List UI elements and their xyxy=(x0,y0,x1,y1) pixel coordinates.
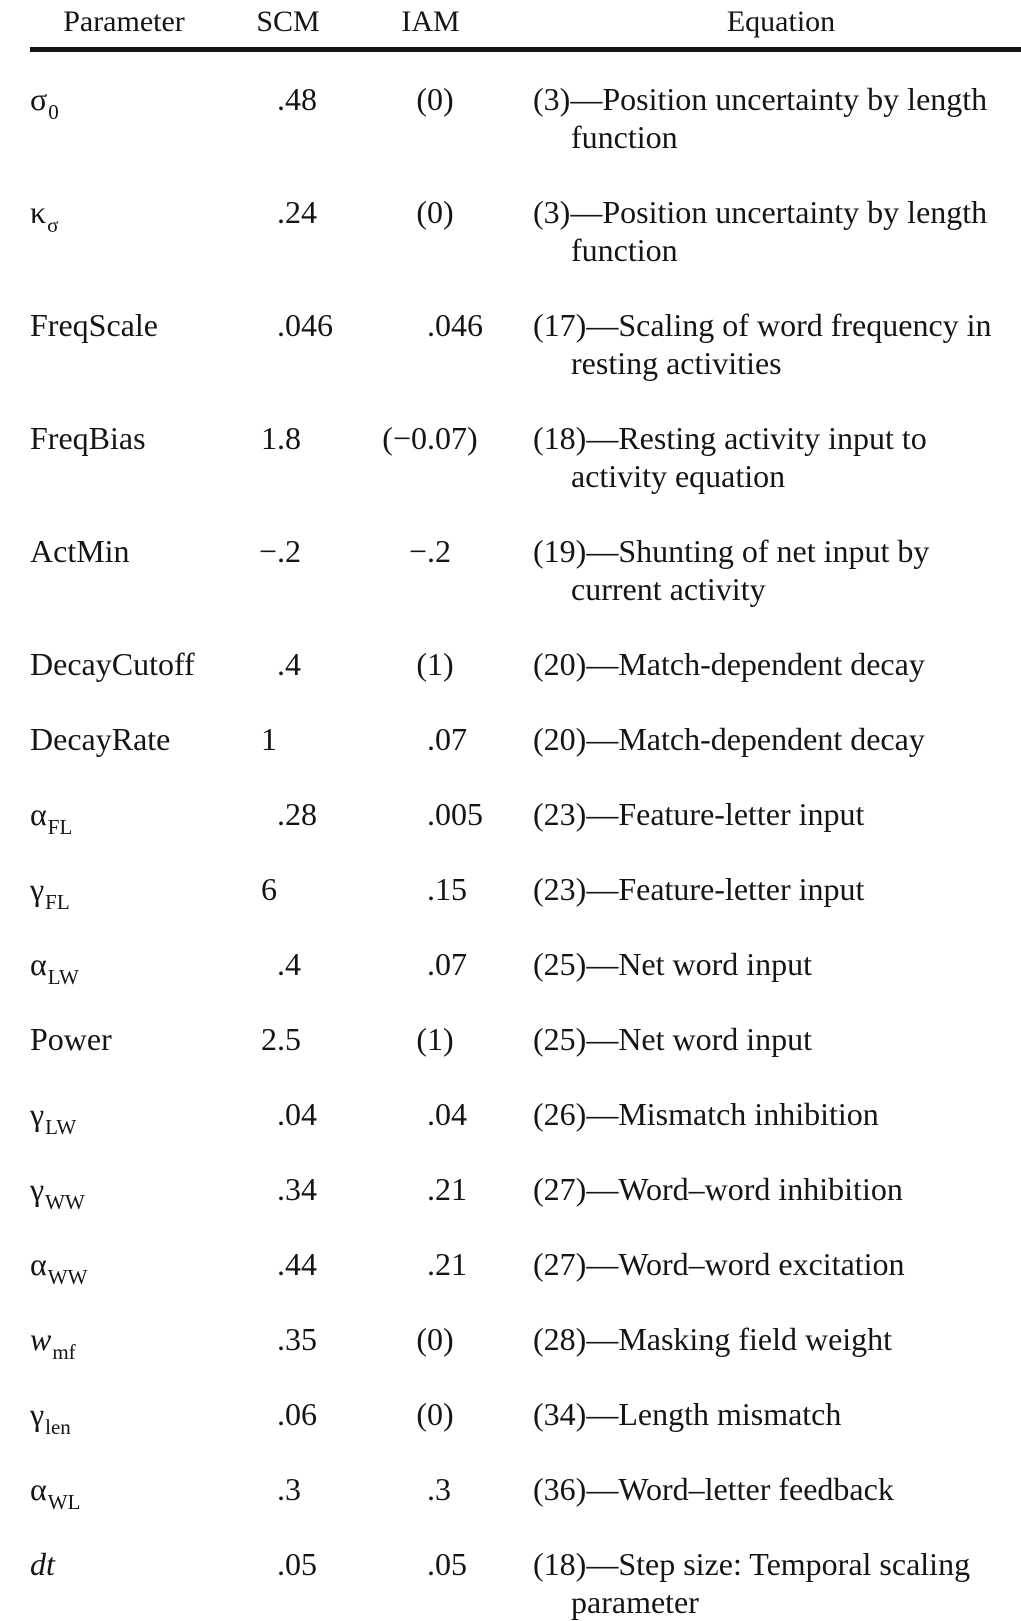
equation-line: parameter xyxy=(571,1584,699,1620)
parameter-symbol: DecayRate xyxy=(30,721,171,757)
parameter-cell xyxy=(30,1395,180,1439)
scm-value-frac: .44 xyxy=(277,1246,317,1282)
iam-value-frac: 0) xyxy=(427,81,454,117)
table-row xyxy=(0,1320,1021,1364)
header-rule xyxy=(30,47,1021,52)
parameter-cell xyxy=(30,1320,180,1364)
column-header-equation: Equation xyxy=(726,5,836,38)
parameter-subscript: WW xyxy=(45,1190,85,1214)
table-row xyxy=(0,720,1021,758)
equation-cell xyxy=(533,419,1021,495)
equation-line: (28)—Masking field weight xyxy=(533,1321,893,1357)
scm-value-frac: .05 xyxy=(277,1546,317,1582)
equation-line: function xyxy=(571,232,678,268)
table-row xyxy=(0,1395,1021,1439)
parameter-subscript: FL xyxy=(47,815,73,839)
equation-line: (26)—Mismatch inhibition xyxy=(533,1096,879,1132)
equation-line: (23)—Feature-letter input xyxy=(533,871,865,907)
parameter-symbol: γ xyxy=(30,1396,45,1432)
iam-value-int: ( xyxy=(416,1321,427,1357)
parameter-cell xyxy=(30,870,180,914)
parameter-cell xyxy=(30,945,180,989)
equation-line: (25)—Net word input xyxy=(533,1021,813,1057)
iam-value-frac: .07 xyxy=(427,721,467,757)
iam-value-frac: .07) xyxy=(427,420,478,456)
scm-value-frac: .4 xyxy=(277,646,301,682)
equation-cell xyxy=(533,1395,1021,1433)
equation-line: (36)—Word–letter feedback xyxy=(533,1471,894,1507)
equation-cell xyxy=(533,1320,1021,1358)
scm-value-frac: .046 xyxy=(277,307,333,343)
equation-cell xyxy=(533,1245,1021,1283)
iam-value-frac: 0) xyxy=(427,194,454,230)
iam-value-frac: .15 xyxy=(427,871,467,907)
iam-value-frac: 1) xyxy=(427,646,454,682)
iam-value-frac: 0) xyxy=(427,1321,454,1357)
parameter-cell xyxy=(30,419,180,457)
parameter-subscript: LW xyxy=(45,1115,77,1139)
parameter-subscript: len xyxy=(45,1415,71,1439)
iam-value-frac: .21 xyxy=(427,1171,467,1207)
table-row xyxy=(0,1170,1021,1214)
parameter-symbol: α xyxy=(30,946,47,982)
parameter-symbol: γ xyxy=(30,1171,45,1207)
parameter-symbol: ActMin xyxy=(30,533,130,569)
scm-value-frac: .24 xyxy=(277,194,317,230)
parameter-symbol: γ xyxy=(30,871,45,907)
parameter-symbol: FreqBias xyxy=(30,420,146,456)
equation-cell xyxy=(533,306,1021,382)
parameter-cell xyxy=(30,1170,180,1214)
parameter-symbol: FreqScale xyxy=(30,307,158,343)
column-header-parameter: Parameter xyxy=(63,5,185,38)
iam-value-frac: 1) xyxy=(427,1021,454,1057)
parameter-symbol: σ xyxy=(30,81,48,117)
column-header-iam: IAM xyxy=(401,5,460,38)
equation-cell xyxy=(533,795,1021,833)
table-row xyxy=(0,419,1021,495)
equation-cell xyxy=(533,1020,1021,1058)
parameter-cell xyxy=(30,1245,180,1289)
parameter-subscript: 0 xyxy=(48,100,59,124)
iam-value-frac: .05 xyxy=(427,1546,467,1582)
parameter-symbol: Power xyxy=(30,1021,112,1057)
equation-line: (18)—Step size: Temporal scaling xyxy=(533,1546,971,1582)
parameter-symbol: κ xyxy=(30,194,47,230)
parameter-cell xyxy=(30,1020,180,1058)
equation-cell xyxy=(533,870,1021,908)
equation-line: (18)—Resting activity input to xyxy=(533,420,927,456)
equation-line: (25)—Net word input xyxy=(533,946,813,982)
table-row xyxy=(0,1545,1021,1621)
iam-value-frac: .005 xyxy=(427,796,483,832)
scm-value-frac: .28 xyxy=(277,796,317,832)
parameter-symbol: α xyxy=(30,1471,47,1507)
table-row xyxy=(0,795,1021,839)
parameter-cell xyxy=(30,532,180,570)
scm-value-frac: .48 xyxy=(277,81,317,117)
equation-line: (3)—Position uncertainty by length xyxy=(533,194,988,230)
parameter-subscript: WL xyxy=(47,1490,81,1514)
equation-line: activity equation xyxy=(571,458,786,494)
parameter-symbol: w xyxy=(30,1321,52,1357)
scm-value-frac: .06 xyxy=(277,1396,317,1432)
table-row xyxy=(0,80,1021,156)
equation-line: (27)—Word–word excitation xyxy=(533,1246,905,1282)
table-row xyxy=(0,306,1021,382)
scm-value-int: 2 xyxy=(261,1021,277,1057)
equation-line: current activity xyxy=(571,571,766,607)
scm-value-int: − xyxy=(258,533,277,569)
equation-cell xyxy=(533,1095,1021,1133)
parameter-cell xyxy=(30,1470,180,1514)
equation-line: resting activities xyxy=(571,345,782,381)
equation-cell xyxy=(533,80,1021,156)
equation-line: (17)—Scaling of word frequency in xyxy=(533,307,992,343)
equation-cell xyxy=(533,1170,1021,1208)
parameter-cell xyxy=(30,645,195,683)
iam-value-frac: 0) xyxy=(427,1396,454,1432)
equation-line: (27)—Word–word inhibition xyxy=(533,1171,903,1207)
parameter-symbol: α xyxy=(30,1246,47,1282)
table-header-row xyxy=(0,4,1021,40)
scm-value-frac: .4 xyxy=(277,946,301,982)
scm-value-frac: .35 xyxy=(277,1321,317,1357)
parameter-cell xyxy=(30,720,180,758)
iam-value-int: − xyxy=(408,533,427,569)
iam-value-frac: .07 xyxy=(427,946,467,982)
scm-value-int: 1 xyxy=(261,420,277,456)
equation-cell xyxy=(533,193,1021,269)
parameter-symbol: DecayCutoff xyxy=(30,646,195,682)
equation-cell xyxy=(533,945,1021,983)
table-row xyxy=(0,1245,1021,1289)
scm-value-frac: .5 xyxy=(277,1021,301,1057)
parameter-cell xyxy=(30,80,180,124)
parameter-subscript: LW xyxy=(47,965,79,989)
table-row xyxy=(0,945,1021,989)
table-row xyxy=(0,1095,1021,1139)
equation-line: (3)—Position uncertainty by length xyxy=(533,81,988,117)
parameter-cell xyxy=(30,306,180,344)
equation-line: function xyxy=(571,119,678,155)
iam-value-frac: .046 xyxy=(427,307,483,343)
iam-value-frac: .04 xyxy=(427,1096,467,1132)
parameter-symbol: γ xyxy=(30,1096,45,1132)
iam-value-int: ( xyxy=(416,646,427,682)
table-row xyxy=(0,1470,1021,1514)
scm-value-frac: .34 xyxy=(277,1171,317,1207)
table-body xyxy=(0,80,1021,1621)
iam-value-int: ( xyxy=(416,1396,427,1432)
parameter-cell xyxy=(30,1095,180,1139)
iam-value-int: ( xyxy=(416,81,427,117)
parameter-symbol: α xyxy=(30,796,47,832)
table-row xyxy=(0,1020,1021,1058)
equation-line: (23)—Feature-letter input xyxy=(533,796,865,832)
scm-value-frac: .04 xyxy=(277,1096,317,1132)
table-row xyxy=(0,532,1021,608)
scm-value-int: 1 xyxy=(261,721,277,757)
equation-line: (19)—Shunting of net input by xyxy=(533,533,930,569)
equation-line: (20)—Match-dependent decay xyxy=(533,646,925,682)
iam-value-int: ( xyxy=(416,1021,427,1057)
scm-value-frac: .3 xyxy=(277,1471,301,1507)
iam-value-int: ( xyxy=(416,194,427,230)
equation-line: (34)—Length mismatch xyxy=(533,1396,842,1432)
iam-value-frac: .21 xyxy=(427,1246,467,1282)
parameter-cell xyxy=(30,1545,180,1583)
column-header-scm: SCM xyxy=(256,5,320,38)
iam-value-frac: .3 xyxy=(427,1471,451,1507)
iam-value-int: (−0 xyxy=(382,420,427,456)
parameter-subscript: mf xyxy=(52,1340,76,1364)
scm-value-frac: .2 xyxy=(277,533,301,569)
equation-cell xyxy=(533,720,1021,758)
scm-value-int: 6 xyxy=(261,871,277,907)
scm-value-frac: .8 xyxy=(277,420,301,456)
parameter-subscript: σ xyxy=(47,213,59,237)
table-row xyxy=(0,870,1021,914)
parameter-cell xyxy=(30,795,180,839)
equation-cell xyxy=(533,1545,1021,1621)
table-row xyxy=(0,193,1021,269)
parameter-symbol: dt xyxy=(30,1546,55,1582)
iam-value-frac: .2 xyxy=(427,533,451,569)
equation-cell xyxy=(533,1470,1021,1508)
table-row xyxy=(0,645,1021,683)
equation-line: (20)—Match-dependent decay xyxy=(533,721,925,757)
parameter-subscript: WW xyxy=(47,1265,88,1289)
parameter-cell xyxy=(30,193,180,237)
equation-cell xyxy=(533,645,1021,683)
equation-cell xyxy=(533,532,1021,608)
parameter-subscript: FL xyxy=(45,890,70,914)
